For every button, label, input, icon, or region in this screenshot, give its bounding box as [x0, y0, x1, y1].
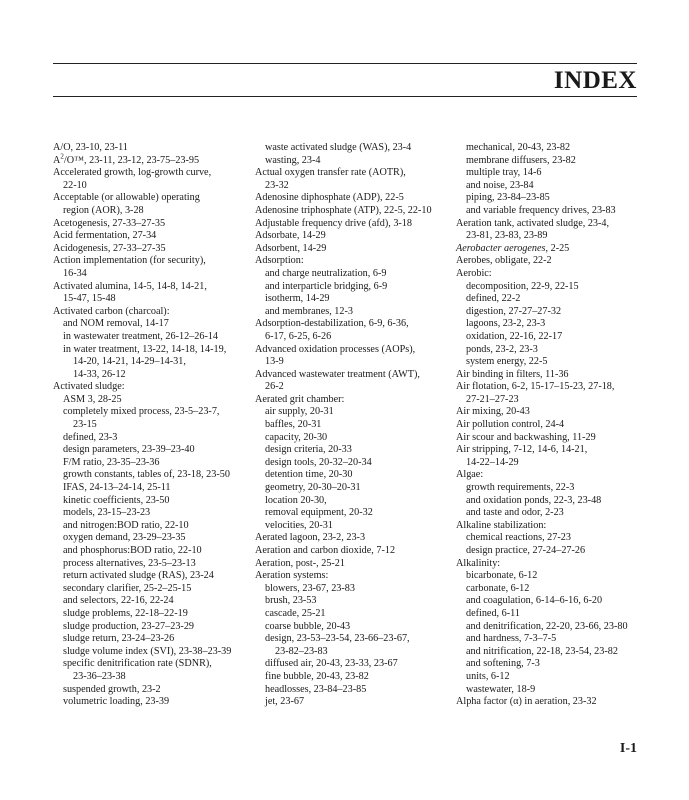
entry-text: /O™, 23-11, 23-12, 23-75–23-95: [63, 154, 200, 166]
index-entry-continuation: 13-9: [265, 356, 284, 368]
index-subentry: sludge problems, 22-18–22-19: [63, 607, 188, 619]
index-subentry: and nitrification, 22-18, 23-54, 23-82: [466, 645, 618, 657]
index-subentry: and oxidation ponds, 22-3, 23-48: [466, 494, 602, 506]
index-subentry: velocities, 20-31: [265, 519, 333, 531]
index-subentry: bicarbonate, 6-12: [466, 570, 538, 582]
index-subentry: fine bubble, 20-43, 23-82: [265, 670, 369, 682]
index-subentry: and selectors, 22-16, 22-24: [63, 595, 174, 607]
index-entry: Adsorbent, 14-29: [255, 242, 327, 254]
index-subentry: defined, 23-3: [63, 431, 118, 443]
entry-prefix: A: [53, 154, 61, 166]
index-subentry: and denitrification, 22-20, 23-66, 23-80: [466, 620, 628, 632]
index-subentry: sludge return, 23-24–23-26: [63, 633, 175, 645]
index-subentry: and variable frequency drives, 23-83: [466, 204, 616, 216]
index-subentry: and hardness, 7-3–7-5: [466, 633, 557, 645]
index-subentry: detention time, 20-30: [265, 469, 353, 481]
index-entry: Air pollution control, 24-4: [456, 419, 565, 431]
index-subentry: F/M ratio, 23-35–23-36: [63, 456, 160, 468]
index-subentry: and interparticle bridging, 6-9: [265, 280, 388, 292]
index-subentry: cascade, 25-21: [265, 607, 326, 619]
index-entry-continuation: 6-17, 6-25, 6-26: [265, 330, 332, 342]
index-entry: Acetogenesis, 27-33–27-35: [53, 217, 166, 229]
index-subentry: sludge production, 23-27–23-29: [63, 620, 195, 632]
index-entry: Adjustable frequency drive (afd), 3-18: [255, 217, 412, 229]
index-subentry: and membranes, 12-3: [265, 305, 353, 317]
index-subentry: ASM 3, 28-25: [63, 393, 122, 405]
index-subentry: ponds, 23-2, 23-3: [466, 343, 538, 355]
index-subentry: in wastewater treatment, 26-12–26-14: [63, 330, 219, 342]
index-entry-continuation: 23-82–23-83: [275, 645, 328, 657]
index-entry: Aerobic:: [456, 267, 492, 279]
index-entry-continuation: 15-47, 15-48: [63, 293, 116, 305]
index-entry-continuation: 14-20, 14-21, 14-29–14-31,: [73, 356, 186, 368]
index-subentry: system energy, 22-5: [466, 356, 548, 368]
index-subentry: diffused air, 20-43, 23-33, 23-67: [265, 658, 398, 670]
index-subentry: secondary clarifier, 25-2–25-15: [63, 582, 192, 594]
index-subentry: sludge volume index (SVI), 23-38–23-39: [63, 645, 232, 657]
index-subentry: defined, 6-11: [466, 607, 520, 619]
index-subentry: brush, 23-53: [265, 595, 317, 607]
index-subentry: return activated sludge (RAS), 23-24: [63, 570, 214, 582]
index-subentry: wastewater, 18-9: [466, 683, 536, 695]
index-subentry: decomposition, 22-9, 22-15: [466, 280, 579, 292]
index-entry: Air flotation, 6-2, 15-17–15-23, 27-18,: [456, 381, 615, 393]
index-subentry: lagoons, 23-2, 23-3: [466, 318, 546, 330]
index-entry: Adsorption:: [255, 255, 304, 267]
index-entry: Aerated grit chamber:: [255, 393, 345, 405]
index-entry: Air stripping, 7-12, 14-6, 14-21,: [456, 444, 588, 456]
page-number: I-1: [619, 741, 637, 756]
header-top-rule: [53, 63, 637, 64]
entry-text: , 2-25: [545, 242, 570, 254]
index-entry-continuation: 16-34: [63, 267, 87, 279]
index-subentry: air supply, 20-31: [265, 406, 334, 418]
index-entry-continuation: 22-10: [63, 179, 87, 191]
index-entry: Activated alumina, 14-5, 14-8, 14-21,: [53, 280, 207, 292]
index-entry-continuation: region (AOR), 3-28: [63, 204, 144, 216]
index-entry: Advanced wastewater treatment (AWT),: [255, 368, 420, 380]
index-subentry: process alternatives, 23-5–23-13: [63, 557, 196, 569]
index-subentry: defined, 22-2: [466, 293, 521, 305]
index-subentry: coarse bubble, 20-43: [265, 620, 351, 632]
index-entry: Advanced oxidation processes (AOPs),: [255, 343, 416, 355]
entry-superscript: 2: [60, 152, 64, 161]
page-title: INDEX: [553, 67, 637, 94]
index-subentry: design, 23-53–23-54, 23-66–23-67,: [265, 633, 410, 645]
index-entry: [53, 152, 249, 168]
index-subentry: design tools, 20-32–20-34: [265, 456, 372, 468]
index-entry: Actual oxygen transfer rate (AOTR),: [255, 167, 406, 179]
index-entry: Aeration tank, activated sludge, 23-4,: [456, 217, 610, 229]
index-subentry: removal equipment, 20-32: [265, 507, 373, 519]
index-entry: Alkalinity:: [456, 557, 501, 569]
index-entry: Accelerated growth, log-growth curve,: [53, 167, 212, 179]
index-entry: Aeration systems:: [255, 570, 329, 582]
index-entry: Alpha factor (α) in aeration, 23-32: [456, 696, 597, 708]
index-entry: Air binding in filters, 11-36: [456, 368, 569, 380]
index-entry: Adenosine diphosphate (ADP), 22-5: [255, 192, 404, 204]
index-entry: Activated sludge:: [53, 381, 125, 393]
index-entry: Adsorption-destabilization, 6-9, 6-36,: [255, 318, 409, 330]
index-subentry: waste activated sludge (WAS), 23-4: [265, 142, 412, 153]
index-entry: Acidogenesis, 27-33–27-35: [53, 242, 166, 254]
index-subentry: in water treatment, 13-22, 14-18, 14-19,: [63, 343, 227, 355]
entry-italic-term: Aerobacter aerogenes: [456, 242, 546, 254]
index-subentry: chemical reactions, 27-23: [466, 532, 571, 544]
index-entry: Aerobes, obligate, 22-2: [456, 255, 552, 267]
index-entry: Air mixing, 20-43: [456, 406, 530, 418]
index-subentry: oxidation, 22-16, 22-17: [466, 330, 563, 342]
index-entry-continuation: 23-36–23-38: [73, 670, 126, 682]
index-subentry: location 20-30,: [265, 494, 327, 506]
header-bottom-rule: [53, 96, 637, 97]
index-subentry: growth requirements, 22-3: [466, 482, 575, 494]
index-subentry: carbonate, 6-12: [466, 582, 530, 594]
index-entry: Acid fermentation, 27-34: [53, 230, 157, 242]
index-column-3: [456, 142, 646, 709]
index-entry: Acceptable (or allowable) operating: [53, 192, 200, 204]
index-entry: [456, 243, 646, 256]
index-subentry: piping, 23-84–23-85: [466, 192, 550, 204]
index-entry: Aeration, post-, 25-21: [255, 557, 345, 569]
index-entry-continuation: 14-22–14-29: [466, 456, 519, 468]
index-subentry: and nitrogen:BOD ratio, 22-10: [63, 519, 189, 531]
index-subentry: and phosphorus:BOD ratio, 22-10: [63, 545, 202, 556]
index-entry: Alkaline stabilization:: [456, 519, 547, 531]
index-subentry: isotherm, 14-29: [265, 293, 330, 305]
index-entry: A/O, 23-10, 23-11: [53, 142, 128, 153]
index-subentry: design criteria, 20-33: [265, 444, 352, 456]
index-subentry: models, 23-15–23-23: [63, 507, 151, 519]
index-subentry: design practice, 27-24–27-26: [466, 545, 586, 556]
index-subentry: and softening, 7-3: [466, 658, 540, 670]
index-entry-continuation: 23-81, 23-83, 23-89: [466, 230, 548, 242]
index-entry-continuation: 23-32: [265, 179, 289, 191]
index-entry-continuation: 26-2: [265, 381, 284, 393]
index-subentry: IFAS, 24-13–24-14, 25-11: [63, 482, 171, 494]
index-subentry: geometry, 20-30–20-31: [265, 482, 361, 494]
index-subentry: jet, 23-67: [265, 696, 305, 708]
index-entry: Activated carbon (charcoal):: [53, 305, 170, 317]
index-entry-continuation: 14-33, 26-12: [73, 368, 126, 380]
index-subentry: blowers, 23-67, 23-83: [265, 582, 355, 594]
index-subentry: growth constants, tables of, 23-18, 23-50: [63, 469, 230, 481]
index-entry-continuation: 27-21–27-23: [466, 393, 519, 405]
index-column-1: [53, 142, 249, 709]
index-subentry: digestion, 27-27–27-32: [466, 305, 562, 317]
index-subentry: suspended growth, 23-2: [63, 683, 161, 695]
index-entry: Aerated lagoon, 23-2, 23-3: [255, 532, 366, 544]
index-subentry: baffles, 20-31: [265, 419, 322, 431]
index-subentry: headlosses, 23-84–23-85: [265, 683, 367, 695]
index-entry-continuation: 23-15: [73, 419, 97, 431]
index-entry: Air scour and backwashing, 11-29: [456, 431, 596, 443]
index-subentry: oxygen demand, 23-29–23-35: [63, 532, 186, 544]
index-entry: Action implementation (for security),: [53, 255, 206, 267]
index-subentry: capacity, 20-30: [265, 431, 328, 443]
index-subentry: units, 6-12: [466, 670, 510, 682]
index-subentry: and NOM removal, 14-17: [63, 318, 169, 330]
index-entry: Adsorbate, 14-29: [255, 230, 326, 242]
index-subentry: kinetic coefficients, 23-50: [63, 494, 170, 506]
index-subentry: design parameters, 23-39–23-40: [63, 444, 195, 456]
index-subentry: mechanical, 20-43, 23-82: [466, 142, 571, 153]
index-subentry: volumetric loading, 23-39: [63, 696, 170, 708]
index-subentry: membrane diffusers, 23-82: [466, 154, 576, 166]
index-subentry: and coagulation, 6-14–6-16, 6-20: [466, 595, 603, 607]
index-entry: Adenosine triphosphate (ATP), 22-5, 22-10: [255, 204, 432, 216]
index-subentry: and taste and odor, 2-23: [466, 507, 564, 519]
index-entry: Algae:: [456, 469, 484, 481]
index-subentry: and noise, 23-84: [466, 179, 534, 191]
index-subentry: multiple tray, 14-6: [466, 167, 542, 179]
index-subentry: specific denitrification rate (SDNR),: [63, 658, 212, 670]
index-entry: Aeration and carbon dioxide, 7-12: [255, 545, 396, 556]
index-column-2: [255, 142, 455, 709]
index-subentry: wasting, 23-4: [265, 154, 321, 166]
index-subentry: and charge neutralization, 6-9: [265, 267, 387, 279]
index-subentry: completely mixed process, 23-5–23-7,: [63, 406, 220, 418]
